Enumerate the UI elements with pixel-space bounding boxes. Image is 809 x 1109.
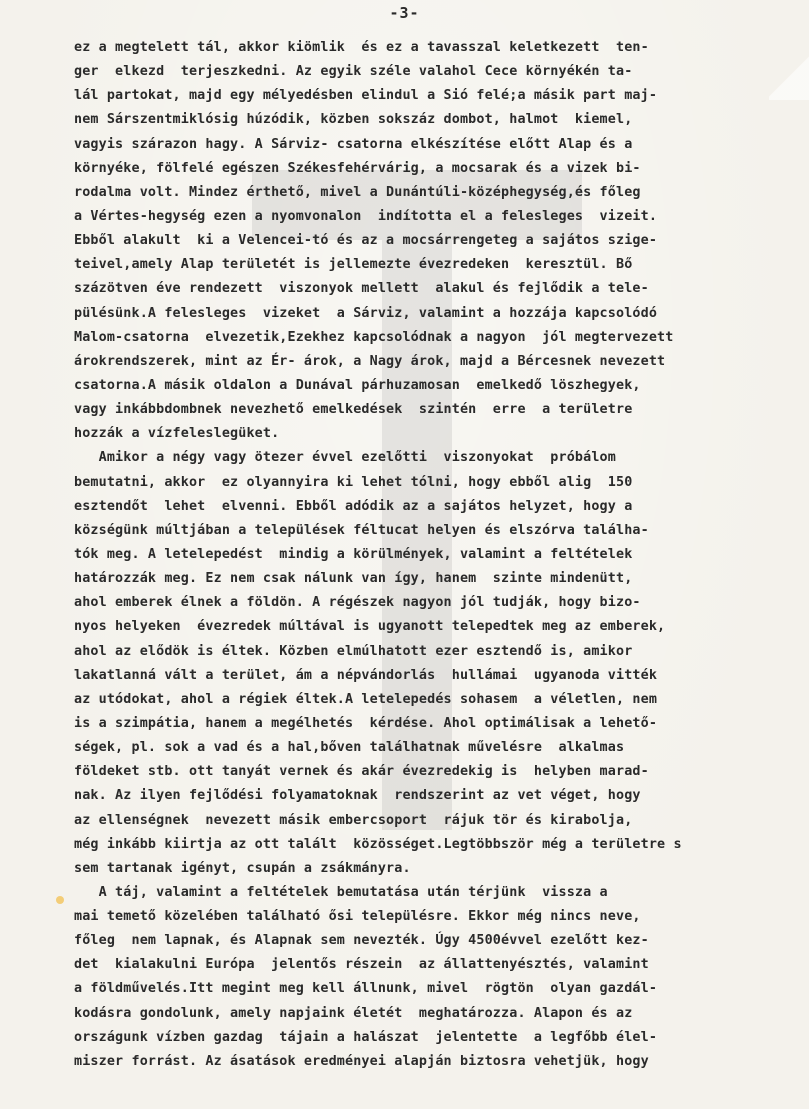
- text-line: ségek, pl. sok a vad és a hal,bőven találhatnak művelésre alkalmas: [74, 740, 625, 756]
- paper-stain: [56, 896, 64, 904]
- text-line: Amikor a négy vagy ötezer évvel ezelőtti viszonyokat próbálom: [74, 450, 616, 466]
- text-line: hozzák a vízfeleslegüket.: [74, 426, 280, 442]
- text-line: községünk múltjában a települések féltucat helyen és elszórva találha-: [74, 522, 649, 538]
- text-line: nem Sárszentmiklósig húzódik, közben sokszáz dombot, halmot kiemel,: [74, 112, 633, 128]
- text-line: kodásra gondolunk, amely napjaink életét meghatározza. Alapon és az: [74, 1005, 633, 1021]
- text-line: ger elkezd terjeszkedni. Az egyik széle valahol Cece környékén ta-: [74, 64, 633, 80]
- text-line: mai temető közelében található ősi településre. Ekkor még nincs neve,: [74, 909, 641, 925]
- text-line: Malom-csatorna elvezetik,Ezekhez kapcsolódnak a nagyon jól megtervezett: [74, 329, 674, 345]
- text-line: országunk vízben gazdag tájain a halászat jelentette a legfőbb élel-: [74, 1029, 658, 1045]
- text-line: földeket stb. ott tanyát vernek és akár évezredekig is helyben marad-: [74, 764, 649, 780]
- text-line: a földművelés.Itt megint meg kell állnunk, mivel rögtön olyan gazdál-: [74, 981, 658, 997]
- text-line: Ebből alakult ki a Velencei-tó és az a mocsárrengeteg a sajátos szige-: [74, 233, 658, 249]
- text-line: még inkább kiirtja az ott talált közösséget.Legtöbbször még a területre s: [74, 836, 682, 852]
- text-line: határozzák meg. Ez nem csak nálunk van így, hanem szinte mindenütt,: [74, 571, 633, 587]
- text-line: vagyis szárazon hagy. A Sárviz- csatorna elkészítése előtt Alap és a: [74, 136, 633, 152]
- text-line: det kialakulni Európa jelentős részein az állattenyésztés, valamint: [74, 957, 649, 973]
- text-line: rodalma volt. Mindez érthető, mivel a Dunántúli-középhegység,és főleg: [74, 184, 641, 200]
- text-line: lál partokat, majd egy mélyedésben elindul a Sió felé;a másik part maj-: [74, 88, 658, 104]
- text-line: a Vértes-hegység ezen a nyomvonalon indította el a felesleges vizeit.: [74, 208, 658, 224]
- text-line: ahol emberek élnek a földön. A régészek nagyon jól tudják, hogy bizo-: [74, 595, 641, 611]
- text-line: ez a megtelett tál, akkor kiömlik és ez a tavasszal keletkezett ten-: [74, 40, 649, 55]
- text-line: árokrendszerek, mint az Ér- árok, a Nagy árok, majd a Bércesnek nevezett: [74, 353, 666, 369]
- text-line: nyos helyeken évezredek múltával is ugyanott telepedtek meg az emberek,: [74, 619, 666, 635]
- text-line: ahol az elődök is éltek. Közben elmúlhatott ezer esztendő is, amikor: [74, 643, 633, 659]
- text-line: vagy inkábbdombnek nevezhető emelkedések szintén erre a területre: [74, 402, 633, 418]
- text-line: lakatlanná vált a terület, ám a népvándorlás hullámai ugyanoda vitték: [74, 667, 658, 683]
- text-line: A táj, valamint a feltételek bemutatása után térjünk vissza a: [74, 884, 608, 900]
- text-line: az ellenségnek nevezett másik embercsoport rájuk tör és kirabolja,: [74, 812, 633, 828]
- text-line: csatorna.A másik oldalon a Dunával párhuzamosan emelkedő löszhegyek,: [74, 377, 641, 393]
- text-line: főleg nem lapnak, és Alapnak sem nevezték. Úgy 4500évvel ezelőtt kez-: [74, 933, 649, 949]
- text-line: környéke, fölfelé egészen Székesfehérvárig, a mocsarak és a vizek bi-: [74, 160, 641, 176]
- page-number: -3-: [389, 4, 420, 22]
- text-line: teivel,amely Alap területét is jellemezte évezredeken keresztül. Bő: [74, 257, 633, 273]
- text-line: tók meg. A letelepedést mindig a körülmények, valamint a feltételek: [74, 546, 633, 562]
- text-line: esztendőt lehet elvenni. Ebből adódik az a sajátos helyzet, hogy a: [74, 498, 633, 514]
- text-line: pülésünk.A felesleges vizeket a Sárviz, valamint a hozzája kapcsolódó: [74, 305, 658, 321]
- text-line: is a szimpátia, hanem a megélhetés kérdése. Ahol optimálisak a lehető-: [74, 715, 658, 731]
- text-line: bemutatni, akkor ez olyannyira ki lehet tólni, hogy ebből alig 150: [74, 474, 633, 490]
- text-line: százötven éve rendezett viszonyok mellett alakul és fejlődik a tele-: [74, 281, 649, 297]
- text-line: az utódokat, ahol a régiek éltek.A letelepedés sohasem a véletlen, nem: [74, 691, 658, 707]
- typewritten-body: [74, 36, 804, 1074]
- text-line: miszer forrást. Az ásatások eredményei alapján biztosra vehetjük, hogy: [74, 1053, 649, 1069]
- text-line: sem tartanak igényt, csupán a zsákmányra.: [74, 860, 411, 876]
- text-line: nak. Az ilyen fejlődési folyamatoknak rendszerint az vet véget, hogy: [74, 788, 641, 804]
